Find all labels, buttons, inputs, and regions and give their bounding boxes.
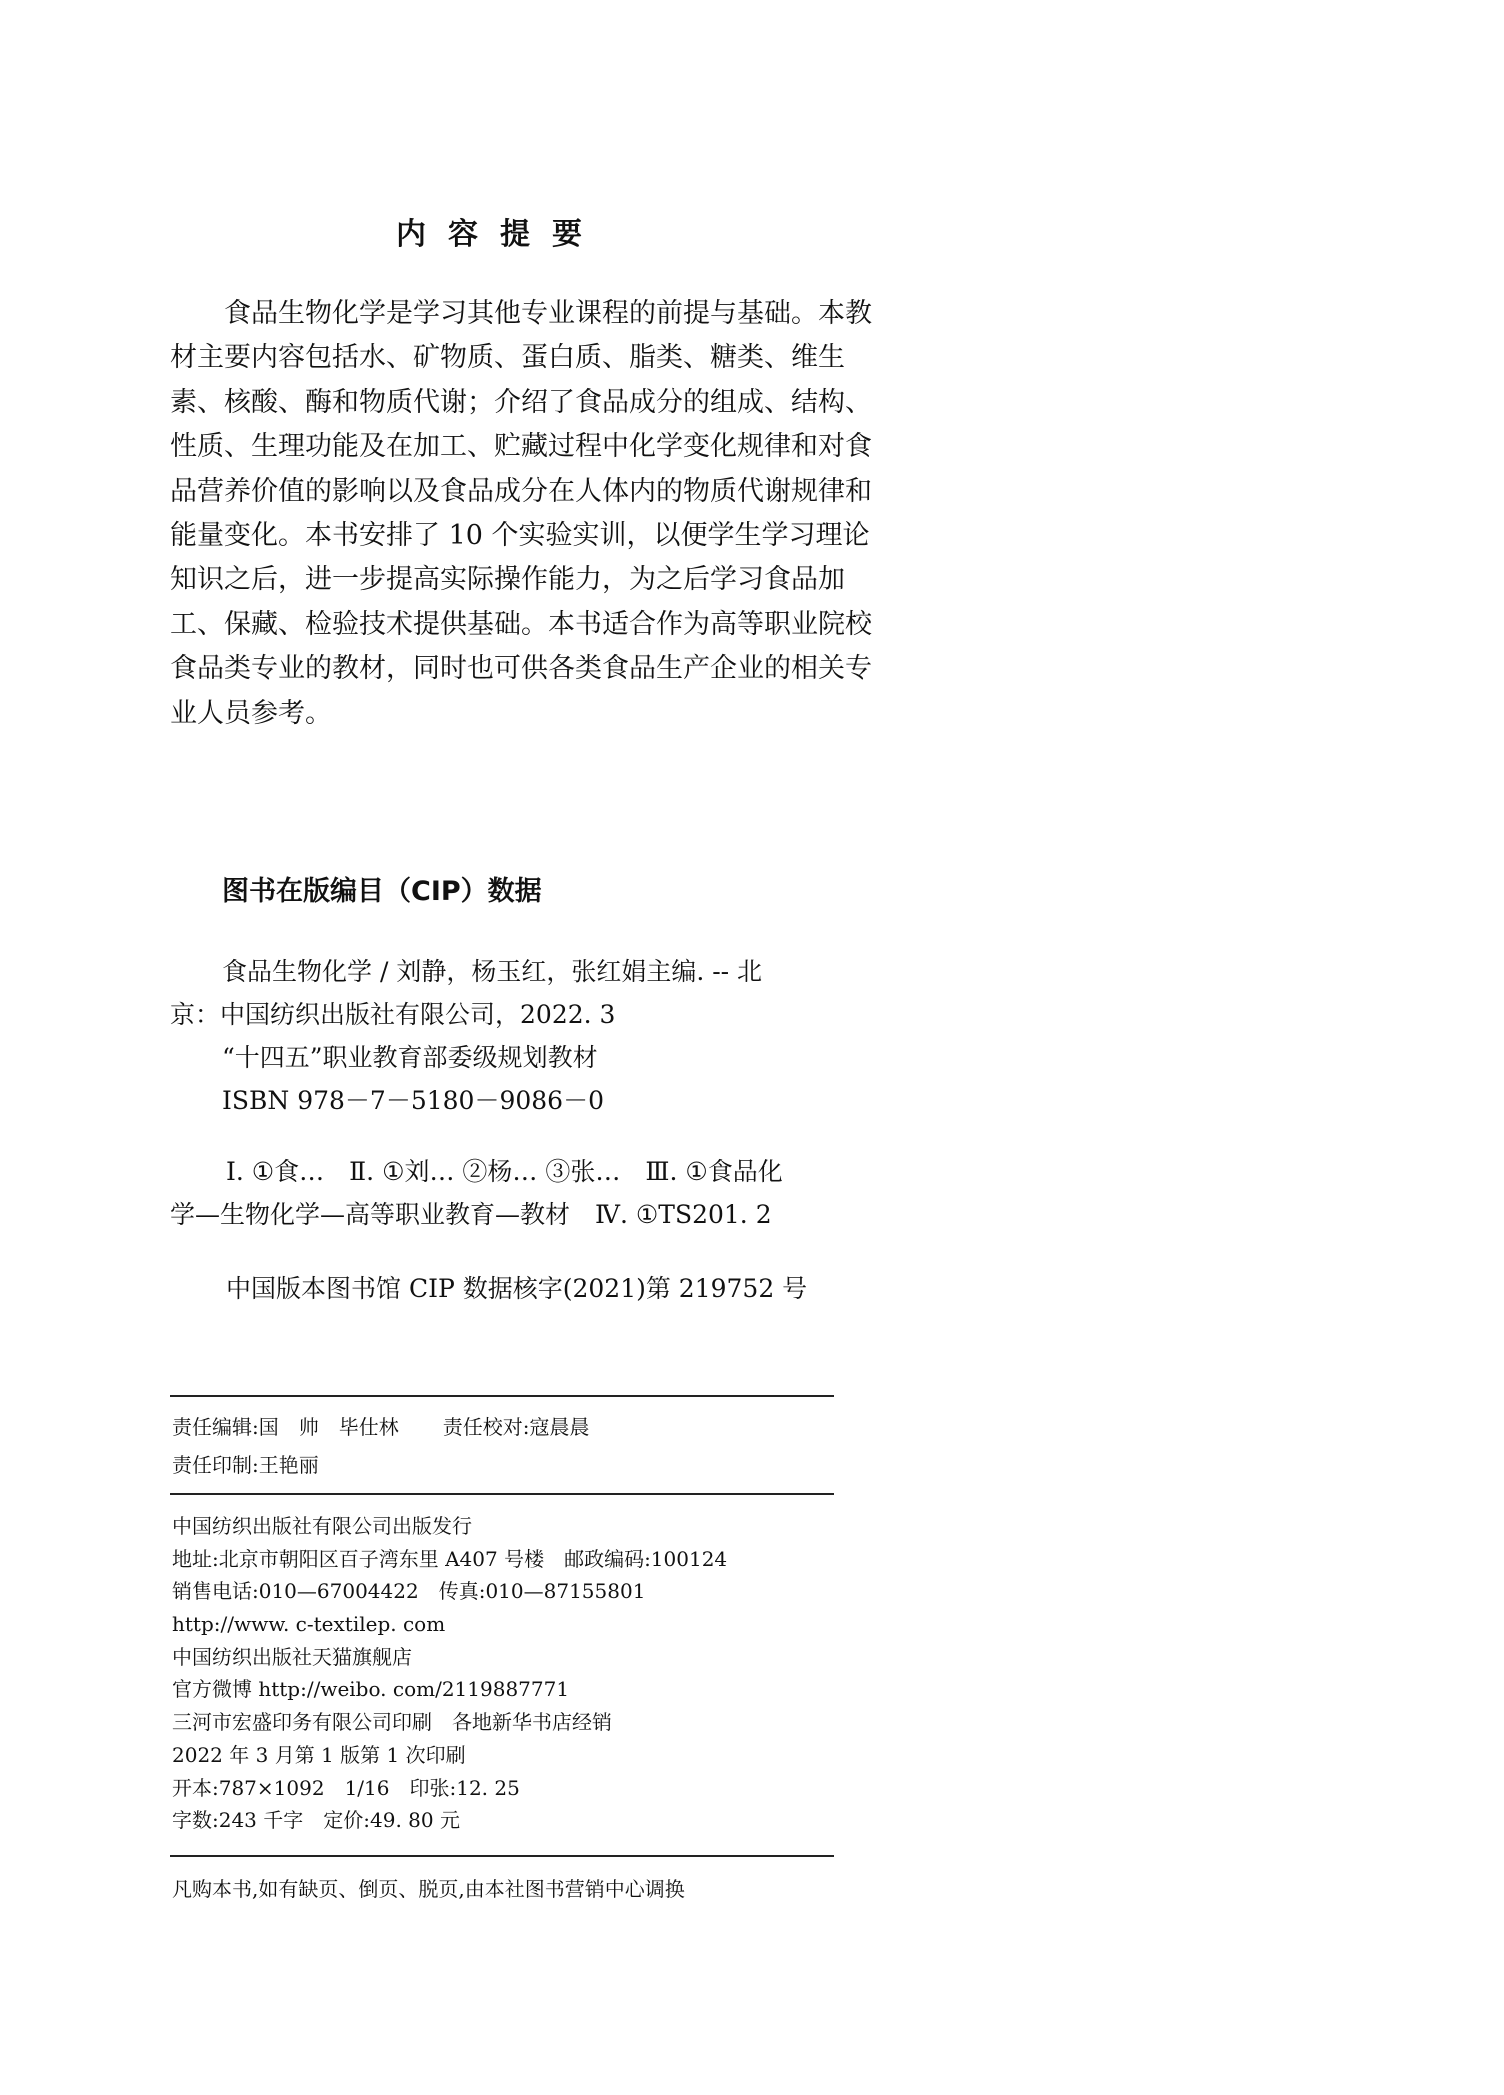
abstract-line: 业人员参考。	[170, 697, 332, 729]
credit-printing-line	[172, 1446, 834, 1484]
divider-rule	[170, 1395, 834, 1397]
editor-label: 责任编辑:	[172, 1415, 259, 1439]
replacement-notice: 凡购本书,如有缺页、倒页、脱页,由本社图书营销中心调换	[172, 1877, 685, 1901]
abstract-line: 材主要内容包括水、矿物质、蛋白质、脂类、糖类、维生	[170, 342, 845, 374]
cip-entry	[170, 950, 834, 1122]
abstract-line: 能量变化。本书安排了 10 个实验实训，以便学生学习理论	[170, 519, 870, 551]
abstract-line: 性质、生理功能及在加工、贮藏过程中化学变化规律和对食	[170, 431, 872, 463]
publisher-address: 地址:北京市朝阳区百子湾东里 A407 号楼 邮政编码:100124	[172, 1546, 728, 1571]
cip-record-number: 中国版本图书馆 CIP 数据核字(2021)第 219752 号	[226, 1274, 808, 1303]
abstract-line: 素、核酸、酶和物质代谢；介绍了食品成分的组成、结构、	[170, 386, 872, 418]
proofreader-label: 责任校对:	[442, 1415, 530, 1439]
divider-rule	[170, 1855, 834, 1857]
cip-classification	[170, 1150, 834, 1236]
publisher-info	[172, 1510, 834, 1837]
publisher-edition: 2022 年 3 月第 1 版第 1 次印刷	[172, 1742, 466, 1767]
abstract-title: 内容提要	[396, 217, 604, 252]
credit-editors-line	[172, 1408, 834, 1446]
publisher-website: http://www. c-textilep. com	[172, 1612, 446, 1637]
cip-isbn: ISBN 978－7－5180－9086－0	[222, 1086, 604, 1115]
publisher-price: 字数:243 千字 定价:49. 80 元	[172, 1808, 460, 1833]
publisher-printer: 三河市宏盛印务有限公司印刷 各地新华书店经销	[172, 1710, 612, 1735]
cip-record	[170, 1267, 834, 1310]
cip-class-line: Ⅰ. ①食… Ⅱ. ①刘… ②杨… ③张… Ⅲ. ①食品化	[226, 1157, 783, 1186]
cip-class-line: 学—生物化学—高等职业教育—教材 Ⅳ. ①TS201. 2	[170, 1200, 772, 1229]
abstract-line: 品营养价值的影响以及食品成分在人体内的物质代谢规律和	[170, 475, 872, 507]
publisher-weibo: 官方微博 http://weibo. com/2119887771	[172, 1677, 570, 1702]
editor-names: 国 帅 毕仕林	[258, 1415, 399, 1439]
publisher-phone: 销售电话:010—67004422 传真:010—87155801	[172, 1579, 646, 1604]
publisher-format: 开本:787×1092 1/16 印张:12. 25	[172, 1775, 520, 1800]
abstract-body	[170, 292, 872, 736]
cip-heading: 图书在版编目（CIP）数据	[222, 876, 542, 907]
publisher-store: 中国纺织出版社天猫旗舰店	[172, 1644, 412, 1669]
abstract-line: 工、保藏、检验技术提供基础。本书适合作为高等职业院校	[170, 608, 872, 640]
abstract-line: 食品生物化学是学习其他专业课程的前提与基础。本教	[170, 298, 872, 329]
printing-name: 王艳丽	[258, 1453, 319, 1477]
credits	[172, 1408, 834, 1484]
publisher-line: 中国纺织出版社有限公司出版发行	[172, 1514, 472, 1538]
abstract-line: 食品类专业的教材，同时也可供各类食品生产企业的相关专	[170, 653, 872, 685]
cip-entry-line: 食品生物化学 / 刘静，杨玉红，张红娟主编. -- 北	[222, 957, 763, 986]
divider-rule	[170, 1493, 834, 1495]
proofreader-name: 寇晨晨	[529, 1415, 590, 1439]
abstract-line: 知识之后，进一步提高实际操作能力，为之后学习食品加	[170, 564, 845, 596]
cip-series: “十四五”职业教育部委级规划教材	[222, 1043, 598, 1072]
cip-entry-line: 京：中国纺织出版社有限公司，2022. 3	[170, 1000, 616, 1029]
printing-label: 责任印制:	[172, 1453, 259, 1477]
